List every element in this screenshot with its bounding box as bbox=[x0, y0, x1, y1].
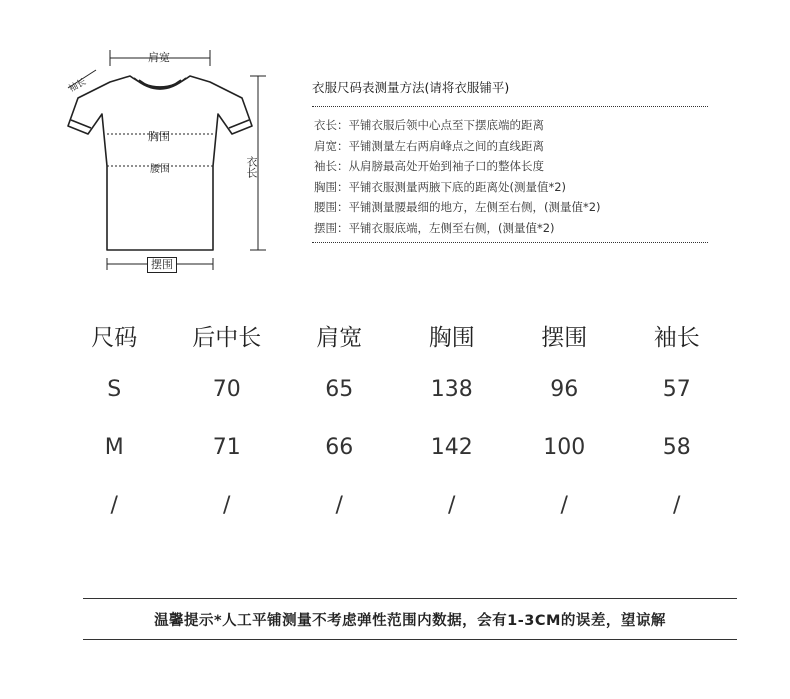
method-list bbox=[312, 107, 708, 242]
table-cell: / bbox=[673, 492, 681, 518]
size-table bbox=[58, 310, 733, 534]
table-header-row bbox=[58, 310, 733, 360]
table-row bbox=[58, 418, 733, 476]
header-sleeve: 袖长 bbox=[653, 324, 700, 351]
table-cell: 65 bbox=[325, 376, 354, 402]
method-divider-bottom bbox=[312, 242, 708, 243]
table-row bbox=[58, 360, 733, 418]
method-item-hem: 摆围：平铺衣服底端，左侧至右侧，(测量值*2) bbox=[314, 220, 555, 235]
method-item-sleeve: 袖长：从肩膀最高处开始到袖子口的整体长度 bbox=[314, 159, 544, 173]
measurement-notice bbox=[83, 598, 737, 640]
table-cell: 100 bbox=[543, 434, 586, 460]
table-cell: 71 bbox=[212, 434, 241, 460]
table-cell: / bbox=[560, 492, 568, 518]
tshirt-measurement-diagram bbox=[60, 38, 300, 283]
header-chest: 胸围 bbox=[428, 324, 475, 351]
header-shoulder: 肩宽 bbox=[316, 324, 363, 351]
measurement-method-panel bbox=[312, 78, 708, 243]
diagram-length-label: 衣长 bbox=[245, 156, 258, 178]
table-cell: 70 bbox=[212, 376, 241, 402]
method-title: 衣服尺码表测量方法(请将衣服铺平) bbox=[312, 80, 510, 95]
diagram-sleeve-label: 袖长 bbox=[67, 77, 89, 95]
method-item-shoulder: 肩宽：平铺测量左右两肩峰点之间的直线距离 bbox=[314, 138, 544, 153]
header-size: 尺码 bbox=[91, 324, 138, 351]
diagram-hem-label: 摆围 bbox=[147, 257, 177, 273]
diagram-waist-label: 腰围 bbox=[150, 164, 170, 175]
table-cell: / bbox=[448, 492, 456, 518]
diagram-shoulder-label: 肩宽 bbox=[148, 51, 170, 64]
table-cell: S bbox=[107, 376, 122, 402]
table-cell: M bbox=[104, 434, 124, 460]
method-item-waist: 腰围：平铺测量腰最细的地方，左侧至右侧，(测量值*2) bbox=[314, 200, 601, 214]
table-cell: 58 bbox=[662, 434, 691, 460]
table-cell: / bbox=[223, 492, 231, 518]
table-cell: 96 bbox=[550, 376, 579, 402]
table-cell: 57 bbox=[662, 376, 691, 402]
table-cell: 66 bbox=[325, 434, 354, 460]
method-item-length: 衣长：平铺衣服后领中心点至下摆底端的距离 bbox=[314, 118, 544, 132]
table-cell: / bbox=[110, 492, 118, 518]
header-hem: 摆围 bbox=[541, 324, 588, 351]
table-cell: 142 bbox=[430, 434, 473, 460]
diagram-chest-label: 胸围 bbox=[148, 130, 170, 143]
notice-text: 温馨提示*人工平铺测量不考虑弹性范围内数据，会有1-3CM的误差，望谅解 bbox=[154, 612, 666, 629]
header-back-length: 后中长 bbox=[192, 324, 262, 351]
tshirt-outline-icon bbox=[60, 38, 300, 283]
table-cell: 138 bbox=[430, 376, 473, 402]
method-item-chest: 胸围：平铺衣服测量两腋下底的距离处(测量值*2) bbox=[314, 179, 567, 194]
table-row bbox=[58, 476, 733, 534]
table-cell: / bbox=[335, 492, 343, 518]
